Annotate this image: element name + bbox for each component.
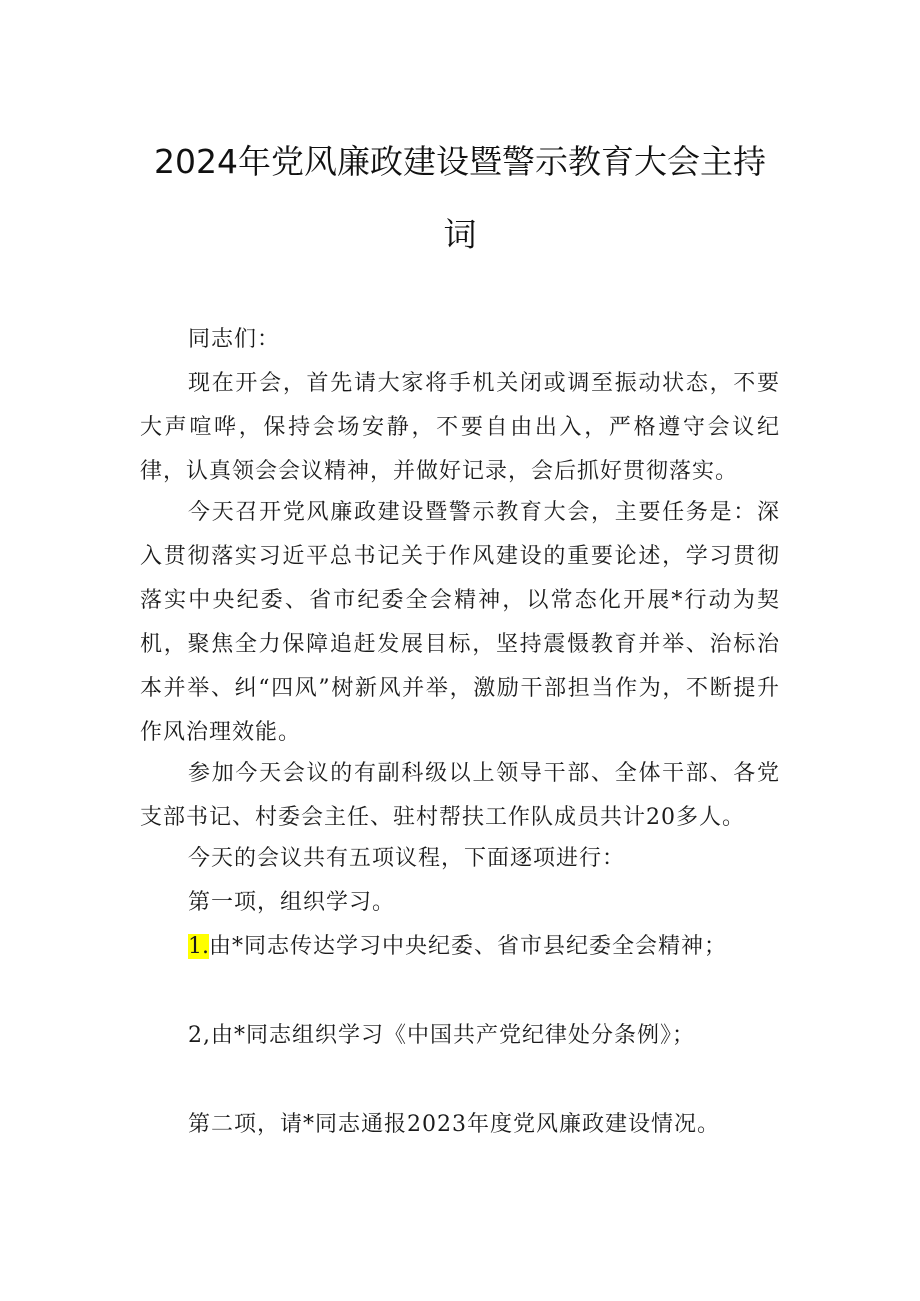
- agenda-item-1-sub-1: [188, 925, 727, 969]
- document-title-line2: 词: [443, 215, 477, 254]
- agenda-intro: 今天的会议共有五项议程，下面逐项进行：: [188, 846, 626, 871]
- paragraph-opening: 现在开会，首先请大家将手机关闭或调至振动状态，不要大声喧哗，保持会场安静，不要自由出入，严格遵守会议纪律，认真领会会议精神，并做好记录，会后抓好贯彻落实。: [140, 371, 780, 484]
- agenda-item-1-sub-1-text: 由*同志传达学习中央纪委、省市县纪委全会精神；: [209, 934, 728, 959]
- document-title-line1: 2024年党风廉政建设暨警示教育大会主持: [154, 142, 766, 181]
- agenda-item-1-heading: 第一项，组织学习。: [188, 890, 396, 915]
- paragraph-attendees: 参加今天会议的有副科级以上领导干部、全体干部、各党支部书记、村委会主任、驻村帮扶工作队成员共计20多人。: [140, 761, 780, 830]
- salutation: 同志们：: [188, 327, 281, 352]
- highlighted-number: 1.: [188, 934, 209, 959]
- paragraph-purpose: 今天召开党风廉政建设暨警示教育大会，主要任务是：深入贯彻落实习近平总书记关于作风建设的重要论述，学习贯彻落实中央纪委、省市纪委全会精神，以常态化开展*行动为契机，聚焦全力保障追赶发展目标，坚持震慑教育并举、治标治本并举、纠“四风”树新风并举，激励干部担当作为，不断提升作风治理效能。: [140, 500, 780, 745]
- agenda-item-2: 第二项，请*同志通报2023年度党风廉政建设情况。: [188, 1112, 720, 1137]
- agenda-item-1-sub-2: 2,由*同志组织学习《中国共产党纪律处分条例》；: [188, 1023, 695, 1048]
